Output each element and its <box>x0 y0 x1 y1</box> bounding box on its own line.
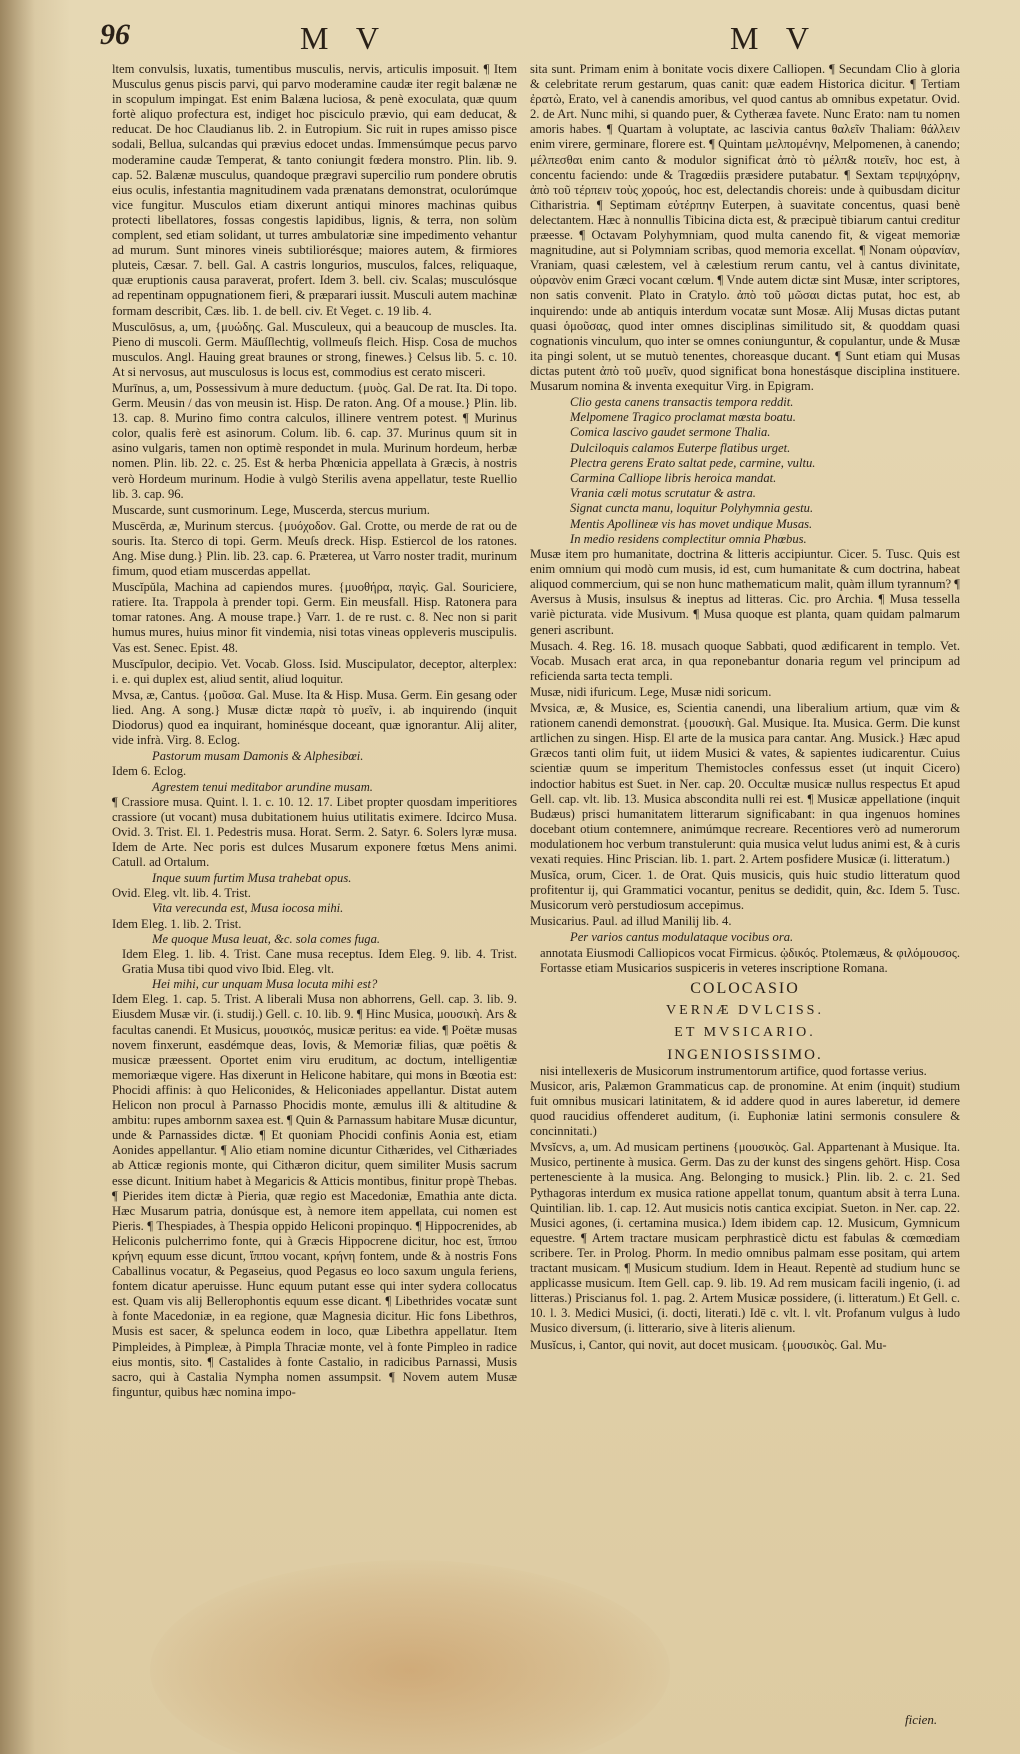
dictionary-entry: Idem Eleg. 1. cap. 5. Trist. A liberali Musa non abhorrens, Gell. cap. 3. lib. 9. Eiusdem Musæ vir. (i. studij.) Gell. c. 10. lib. 9. ¶ Hinc Musica, μουσικὴ. Ars & facultas canendi. Et Musicus, μουσικός, musicæ peritus: ea vide. ¶ Poëtæ musas novem finxerunt, easdémque deas, Iovis, & Memoriæ filias, quæ poëtis & musicæ præessent. Oportet enim viru eruditum, ac doctum, intelligentiæ memoriæque vigere. Has dixerunt in Helicone habitare, qui mons in Bœotia est: Phocidi affinis: à quo Heliconides, & Heliconiades appellantur. Distat autem Helicon non procul à Parnasso Phocidis monte, æmulus illi & altitudine & ambitu: rupes ambornm saxea est. ¶ Quin & Parnassum habitare Musæ dicuntur, unde & Parnassides dictæ. ¶ Et quoniam Phocidi confinis Aonia est, etiam Aonides appellantur. ¶ Alio etiam nomine dicuntur Cithærides, vel Cithæriades ab Atticæ regionis monte, qui Cithæron dicitur, quem similiter Musis sacrum esse dicunt. Initium habet à Megaricis & Atticis montibus, finitur propè Thebas. ¶ Pierides item dictæ à Pieria, quæ regio est Macedoniæ, Emathia ante dicta. Hæc Musarum patria, donúsque est, à nemore item appellata, cui nomen est Pieris. ¶ Thespiades, à Thespia oppido Heliconi propinquo. ¶ Hippocrenides, ab Heliconis pulcherrimo fonte, qui à Græcis Hippocrene dicitur, hoc est, ἵππου κρήνη equum esse dicunt, ἵππου vocant, κρήνη fontem, unde & à nostris Fons Caballinus vocatur, & Pegaseius, quod Pegasus eo loco saxum ungula feriens, fontem dicatur aperuisse. Hunc equum putant esse qui inter sydera collocatus est. Quam vis alij Bellerophontis equum esse dicant. ¶ Libethrides vocatæ sunt à fonte Macedoniæ, in ea regione, quæ Magnesia dicitur. Hic fons Libethros, Musis est sacer, & spelunca eodem in loco, quæ Libethra appellatur. Item Pimpleides, à Pimpleæ, à Pimpla Thraciæ monte, vel à fonte Pimpleo in radice eius montis, sito. ¶ Castalides à fonte Castalio, in radicibus Parnassi, Musis sacro, qui à Castalia Nympha nomen assumpsit. ¶ Novem autem Musæ finguntur, quibus hæc nomina impo- <box>112 992 517 1399</box>
verse-quote: Vrania cæli motus scrutatur & astra. <box>570 486 756 501</box>
verse-quote: Hei mihi, cur unquam Musa locuta mihi est? <box>152 977 378 992</box>
verse-quote: Inque suum furtim Musa trahebat opus. <box>152 871 352 886</box>
left-column <box>112 62 517 1401</box>
dictionary-entry: Mvsĭcvs, a, um. Ad musicam pertinens {μουσικὸς. Gal. Appartenant à Musique. Ita. Musico, pertinente à musica. Germ. Das zu der kunst des singens gehört. Hisp. Cosa pertenesciente à la musica. Ang. Belonging to musick.} Plin. lib. 2. c. 21. Sed Pythagoras interdum ex musica ratione appellat tonum, quantum absit à terra Luna. Quintilian. lib. 1. cap. 12. Aut musicis notis cantica excipiat. Sueton. in Ner. cap. 22. Musici agones, (i. certamina musica.) Idem ibidem cap. 12. Musicum, Gymnicum equestre. ¶ Artem tractare musicam perphrasticè dictu est fabulas & cœmœdiam scribere. Ter. in Prolog. Phorm. In medio omnibus palmam esse positam, qui artem tractant musicam. ¶ Musicum studium. Idem in Heaut. Repentè ad studium hunc se applicasse musicum. Item Gell. cap. 9. lib. 19. Ad rem musicam facili ingenio, (i. ad litteras.) Priscianus fol. 1. pag. 2. Artem Musicæ possidere, (i. litteratum.) Et Gell. c. 10. l. 3. Medici Musici, (i. docti, literati.) Idē c. vlt. l. vlt. Profanum vulgus à ludo Musico diversum, (i. litterario, sive à literis alienum. <box>530 1140 960 1336</box>
verse-quote: Vita verecunda est, Musa iocosa mihi. <box>152 901 344 916</box>
running-head-right: M V <box>730 20 819 56</box>
verse-quote: In medio residens complectitur omnia Phœbus. <box>570 531 807 546</box>
verse-quote: Agrestem tenui meditabor arundine musam. <box>152 779 373 794</box>
verse-quote: Signat cuncta manu, loquitur Polyhymnia gestu. <box>570 501 814 516</box>
dictionary-entry: Muscĭpŭla, Machina ad capiendos mures. {μυοθήρα, παγὶς. Gal. Souriciere, ratiere. Ita. Trappola à prender topi. Germ. Ein meusfall. Hisp. Ratonera para tomar ratones. Ang. A mouse trape.} Varr. 1. de re rust. c. 8. Nec non si parit humus mures, huius minor fit vindemia, nisi totas vineas oppleveris muscipulis. Vas est. Senec. Epist. 48. <box>112 580 517 655</box>
citation-line: Idem Eleg. 1. lib. 2. Trist. <box>112 916 242 931</box>
dictionary-entry: Musicor, aris, Palæmon Grammaticus cap. de pronomine. At enim (inquit) studium fuit omnibus musicari latinitatem, & id addere quod in aures laberetur, id demere quod raucidius offenderet auditum, (i. Euphoniæ latini sermonis consulere & concinnitati.) <box>530 1078 960 1139</box>
inscription-line: VERNÆ DVLCISS. <box>666 1002 824 1018</box>
dictionary-entry: Musculōsus, a, um, {μυώδης. Gal. Musculeux, qui a beaucoup de muscles. Ita. Pieno di muscoli. Germ. Mäuſſlechtig, vollmeuſs fleich. Hisp. Cosa de muchos musculos. Angl. Hauing great braunes or strong, finewes.} Celsus lib. 5. c. 10. At si nervosus, aut musculosus is locus est, commodius est cerato misceri. <box>112 319 517 379</box>
dictionary-entry: Mvsica, æ, & Musice, es, Scientia canendi, una liberalium artium, quæ vim & rationem canendi demonstrat. {μουσικὴ. Gal. Musique. Ita. Musica. Germ. Die kunst artlichen zu singen. Hisp. El arte de la musica para cantar. Ang. Musick.} Hæc apud Græcos tanti olim fuit, ut iidem Musici & vates, & sapientes iudicarentur. Cuius scientiæ quum se imperitum Themistocles confessus esset (ut inquit Cicero) indoctior habitus est Suet. in Ner. cap. 20. Occultæ musicæ nullus respectus Et apud Gell. cap. vlt. lib. 13. Musica abscondita nulli rei est. ¶ Musicæ appellatione (inquit Budæus) prisci humanitatem litterarum significabant: in qua ingenuos homines docebant otium contemnere, animúmque recreare. Recentiores verò ad numerorum modulationem hoc verbum transtulerunt: quia musica velut ludus animi est, & à curis vexati requies. Hinc Priscian. lib. 1. part. 2. Artem posfidere Musicæ (i. litteratum.) <box>530 701 960 866</box>
dictionary-entry: Muscarde, sunt cusmorinum. Lege, Muscerda, stercus murium. <box>112 502 430 517</box>
citation-line: annotata Eiusmodi Calliopicos vocat Firmicus. ᾠδικός. Ptolemæus, & φιλόμουσος. Fortasse etiam Musicarios suspiceris in veteres inscriptione Romana. <box>540 945 960 975</box>
verse-quote: Clio gesta canens transactis tempora reddit. <box>570 395 794 410</box>
verse-quote: Dulciloquis calamos Euterpe flatibus urget. <box>570 440 791 455</box>
dictionary-entry: sita sunt. Primam enim à bonitate vocis dixere Calliopen. ¶ Secundam Clio à gloria & celebritate rerum gestarum, quas canit: quæ eadem Historica dicitur. ¶ Tertiam ἐρατὼ, Erato, vel à canendis amoribus, vel quod cantus ab omnibus expetatur. Ovid. 2. de Art. Nunc mihi, si quando puer, & Cytheræa favete. Nunc Erato: nam tu nomen amoris habes. ¶ Quartam à voluptate, ac lascivia cantus θαλεῖν Thaliam: θάλλειν enim virere, germinare, florere est. ¶ Quintam μελπομένην, Melpomenen, à canendo; μέλπεσθαι enim canto & modulor significat ἀπὸ τὸ μέλπ& ποιεῖν, hoc est, à concentu faciendo: unde & Tragœdiis præsidere putabatur. ¶ Sextam τερψιχόρην, ἀπὸ τοῦ τέρπειν τοὺς χορούς, hoc est, delectandis choreis: unde à quibusdam dicitur Citharistria. ¶ Septimam εὐτέρπην Euterpen, à suavitate concentus, quasi benè delectantem. Hæc à nonnullis Tibicina dicta est, & præcipuè tibiarum cantui creditur præesse. ¶ Octavam Polyhymniam, quod multa canendo fit, & vigeat memoriæ magnitudine, aut si Polymniam scribas, quod memoria excellat. ¶ Nonam οὐρανίαν, Vraniam, quasi cælestem, vel à cælestium rerum cantu, vel à cantus divinitate, οὐρανὸν enim Græci vocant cœlum. ¶ Vnde autem dictæ sint Musæ, inter scriptores, non satis convenit. Plato in Cratylo. ἀπὸ τοῦ μῶσαι dictas putat, hoc est, ab inquirendo: unde ab antiquis interdum vocatæ sunt Mosæ. Alij Musas dictas putant quasi ὁμοῦσας, quod inter omnes disciplinas similitudo sit, & quoddam quasi cognationis vinculum, quo inter se omnes coniunguntur, & copulantur, unde & Musæ ita pingi solent, ut se mutuò tenentes, choreasque ducant. ¶ Sunt etiam qui Musas dictas putent ἀπὸ τοῦ μυεῖν, quod significat bona honestásque disciplina instituere. Musarum nomina & inventa exequitur Virg. in Epigram. <box>530 62 960 393</box>
dictionary-entry: Mvsa, æ, Cantus. {μοῦσα. Gal. Muse. Ita & Hisp. Musa. Germ. Ein gesang oder lied. Ang. A song.} Musæ dictæ παρὰ τὸ μυεῖν, i. ab inquirendo (inquit Diodorus) quod ea inquirant, hominésque doceant, quæ ignorantur. Alij aliter, vide infrà. Virg. 8. Eclog. <box>112 687 517 748</box>
dictionary-entry: Musach. 4. Reg. 16. 18. musach quoque Sabbati, quod ædificarent in templo. Vet. Vocab. Musach erat arca, in qua reponebantur donaria regum vel principum ad reficienda sarta tecta templi. <box>530 638 960 683</box>
catchword: ficien. <box>905 1712 938 1727</box>
dictionary-entry: Musĭca, orum, Cicer. 1. de Orat. Quis musicis, quis huic studio litteratum quod profitentur ij, qui Grammatici vocantur, penitus se dedidit, quin, &c. Idem 5. Tusc. Musicorum verò perstudiosum accepimus. <box>530 868 960 913</box>
page-number: 96 <box>100 18 130 51</box>
citation-line: nisi intellexeris de Musicorum instrumentorum artifice, quod fortasse verius. <box>540 1063 927 1078</box>
dictionary-entry: ¶ Crassiore musa. Quint. l. 1. c. 10. 12. 17. Libet propter quosdam imperitiores crassiore (ut vocant) musa dubitationem huius utilitatis eximere. Idcirco Musa. Ovid. 3. Trist. El. 1. Pedestris musa. Horat. Serm. 2. Satyr. 6. Solers lyræ musa. Idem de Arte. Nec poris est dulces Musarum exponere fœtus Mens animi. Catull. ad Ortalum. <box>112 794 517 870</box>
dictionary-entry: Musæ, nidi ifuricum. Lege, Musæ nidi soricum. <box>530 684 772 699</box>
inscription-line: COLOCASIO <box>690 979 800 997</box>
verse-quote: Pastorum musam Damonis & Alphesibœi. <box>152 749 364 764</box>
verse-quote: Mentis Apollineæ vis has movet undique Musas. <box>570 516 813 531</box>
dictionary-entry: Muscĭpulor, decipio. Vet. Vocab. Gloss. Isid. Muscipulator, deceptor, alterplex: i. e. qui duplex est, aliud sentit, aliud loquitur. <box>112 656 517 686</box>
dictionary-entry: Murīnus, a, um, Possessivum à mure deductum. {μυὸς. Gal. De rat. Ita. Di topo. Germ. Meusin / das von meusin ist. Hisp. De raton. Ang. Of a mouse.} Plin. lib. 13. cap. 8. Murino fimo contra calculos, illinere ventrem potest. ¶ Murinus color, qualis ferè est asinorum. Colum. lib. 6. cap. 37. Murinus quum sit in asino vulgaris, tamen non optimè respondet in mula. Murinum hordeum, herbæ nomen. Plin. lib. 22. c. 25. Est & herba Phœnicia appellata à Græcis, à nostris verò Hordeum murinum. Hodie à vulgò Sterilis avena appellatur, teste Ruellio lib. 3. cap. 96. <box>112 380 517 501</box>
citation-line: Idem Eleg. 1. lib. 4. Trist. Cane musa receptus. Idem Eleg. 9. lib. 4. Trist. Gratia Musa tibi quod vivo Ibid. Eleg. vlt. <box>122 946 517 977</box>
dictionary-entry: ltem convulsis, luxatis, tumentibus musculis, nervis, articulis imposuit. ¶ Item Musculus genus piscis parvi, qui parvo moderamine caudæ iter regit balænæ ne in scopulum impingat. Est enim Balæna luciosa, & penè exoculata, quæ quum fortè aliquo profectura est, indiget hoc pisciculo prævio, qui eam deducat, & reducat. De hoc Claudianus lib. 2. in Eutropium. Sic ruit in rupes amisso pisce sodali, Bellua, sulcandas qui prævius edocet undas. Immensúmque pecus parvo moderamine caudæ Temperat, & tanto coniungit fœdera monstro. Plin. lib. 9. cap. 52. Balænæ musculus, quandoque prægravi supercilio rum pondere obrutis eius oculis, infestantia magnitudinem vada prænatans demonstrat, oculorúmque vice fungitur. Musculos etiam dixerunt antiqui minores machinas quibus protecti libellatores, fossas congestis lapidibus, lignis, & terra, non solùm complent, sed etiam solidant, ut turres ambulatoriæ sine impedimento vehantur ad murum. Sunt minores vineis subtiliorésque; maiores autem, & firmiores pluteis, Cæsar. 7. bell. Gal. A castris longurios, musculos, falces, reliquaque, quæ eruptionis causa paraverat, profert. Idem 3. bell. civ. Scalas; musculósque ad repentinam oppugnationem fieri, & præparari iussit. Musculi autem machinæ formam describit, Cæs. lib. 1. de bell. civ. Et Veget. c. 19 lib. 4. <box>112 62 517 318</box>
binding-gutter <box>0 0 70 1754</box>
citation-line: Ovid. Eleg. vlt. lib. 4. Trist. <box>112 886 251 901</box>
verse-quote: Per varios cantus modulataque vocibus ora. <box>570 930 794 945</box>
dictionary-entry: Muscērda, æ, Murinum stercus. {μυόχοδον. Gal. Crotte, ou merde de rat ou de souris. Ita. Sterco di topi. Germ. Meuſs dreck. Hisp. Estiercol de los ratones. Ang. Mise dung.} Plin. lib. 23. cap. 6. Præterea, ut Varro noster tradit, murinum fimum, quod etiam muscerdas appellat. <box>112 518 517 579</box>
verse-quote: Carmina Calliope libris heroica mandat. <box>570 471 777 486</box>
dictionary-entry: Musĭcus, i, Cantor, qui novit, aut docet musicam. {μουσικὸς. Gal. Mu- <box>530 1337 887 1352</box>
verse-quote: Melpomene Tragico proclamat mœsta boatu. <box>570 410 796 425</box>
dictionary-entry: Musicarius. Paul. ad illud Manilij lib. 4. <box>530 914 732 929</box>
citation-line: Idem 6. Eclog. <box>112 764 187 779</box>
verse-quote: Plectra gerens Erato saltat pede, carmine, vultu. <box>570 455 816 470</box>
page-header <box>100 18 980 58</box>
verse-quote: Me quoque Musa leuat, &c. sola comes fuga. <box>152 931 381 946</box>
inscription-line: ET MVSICARIO. <box>674 1024 816 1040</box>
water-stain <box>150 1560 670 1754</box>
running-head-left: M V <box>300 20 389 56</box>
right-column <box>530 62 960 1354</box>
inscription-line: INGENIOSISSIMO. <box>667 1046 823 1063</box>
verse-quote: Comica lascivo gaudet sermone Thalia. <box>570 425 771 440</box>
dictionary-entry: Musæ item pro humanitate, doctrina & litteris accipiuntur. Cicer. 5. Tusc. Quis est enim omnium qui modò cum musis, id est, cum humanitate & cum doctrina, habeat aliquod commercium, qui se non hunc mathematicum malit, quàm illum tyrannum? ¶ Aversus à Musis, insulsus & ineptus ad litteras. Cic. pro Archia. ¶ Musa tessella variè picturata. vide Musivum. ¶ Musa quoque est planta, quam quidam palmarum generi ascribunt. <box>530 547 960 637</box>
